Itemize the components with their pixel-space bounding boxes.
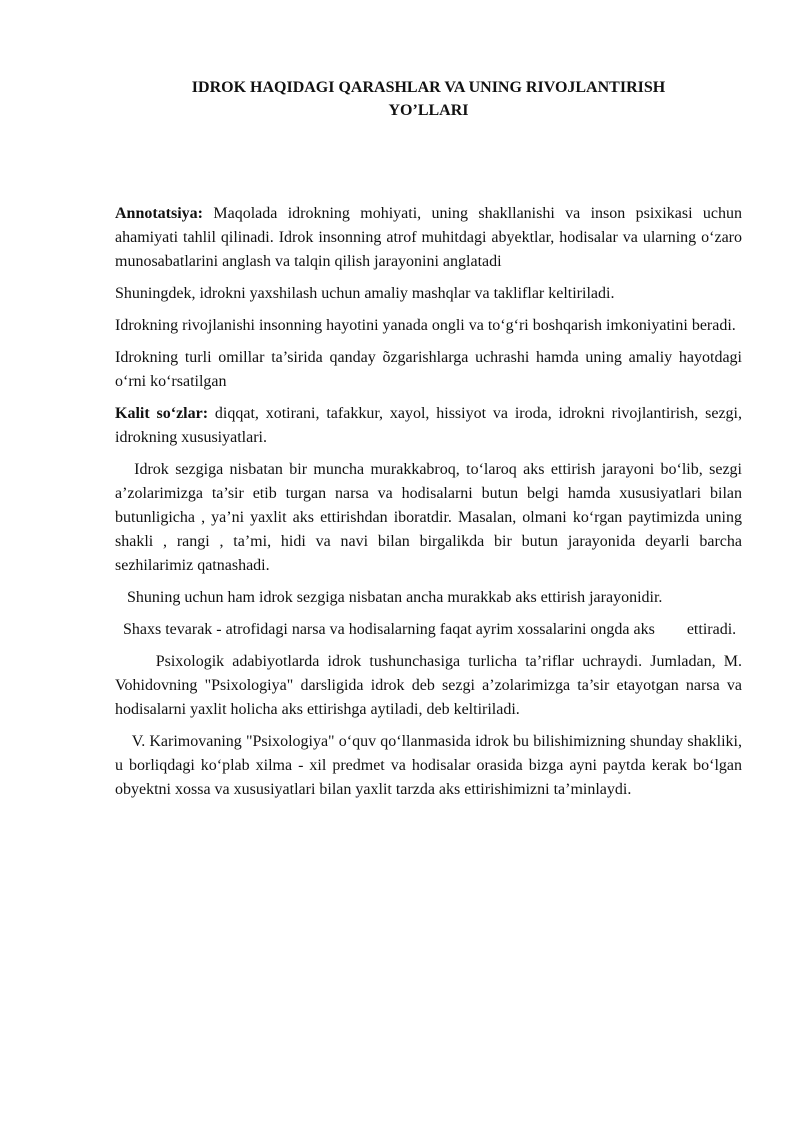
abstract-paragraph-2: Shuningdek, idrokni yaxshilash uchun amaliy mashqlar va takliflar keltiriladi. — [115, 285, 615, 302]
abstract-text: Maqolada idrokning mohiyati, uning shakllanishi va inson psixikasi uchun ahamiyati tahlil qilinadi. Idrok insonning atrof muhitdagi abyektlar, hodisalar va ularning o‘zaro munosabatlarini anglash va talqin qilish jarayonini anglatadi — [115, 205, 742, 270]
title-line-1: IDROK HAQIDAGI QARASHLAR VA UNING RIVOJLANTIRISH — [191, 79, 666, 96]
body-paragraph: V. Karimovaning "Psixologiya" o‘quv qo‘llanmasida idrok bu bilishimizning shunday shakliki, u borliqdagi ko‘plab xilma - xil predmet va hodisalar orasida bizga ayni paytda kerak bo‘lgan obyektni xossa va xususiyatlari bilan yaxlit tarzda aks ettirishimizni ta’minlaydi. — [115, 733, 742, 798]
body-paragraph: Shuning uchun ham idrok sezgiga nisbatan ancha murakkab aks ettirish jarayonidir. — [115, 589, 663, 606]
document-page — [115, 0, 742, 810]
body-paragraph: Psixologik adabiyotlarda idrok tushunchasiga turlicha ta’riflar uchraydi. Jumladan, M. Vohidovning "Psixologiya" darsligida idrok deb sezgi a’zolarimizga ta’sir etayotgan narsa va hodisalarni yaxlit holicha aks ettirishga aytiladi, deb keltiriladi. — [115, 653, 742, 718]
keywords-text: diqqat, xotirani, tafakkur, xayol, hissiyot va iroda, idrokni rivojlantirish, sezgi, idrokning xususiyatlari. — [115, 405, 742, 446]
keywords-label: Kalit so‘zlar: — [115, 405, 209, 422]
body-paragraph: Shaxs tevarak - atrofidagi narsa va hodisalarning faqat ayrim xossalarini ongda aks ettiradi. — [115, 621, 737, 638]
abstract-paragraph-4: Idrokning turli omillar ta’sirida qanday õzgarishlarga uchrashi hamda uning amaliy hayotdagi o‘rni ko‘rsatilgan — [115, 349, 742, 390]
title-line-2: YO’LLARI — [388, 102, 469, 119]
abstract-label: Annotatsiya: — [115, 205, 204, 222]
abstract-paragraph-3: Idrokning rivojlanishi insonning hayotini yanada ongli va to‘g‘ri boshqarish imkoniyatini beradi. — [115, 317, 736, 334]
article-body — [115, 202, 742, 802]
body-paragraph: Idrok sezgiga nisbatan bir muncha murakkabroq, to‘laroq aks ettirish jarayoni bo‘lib, sezgi a’zolarimizga ta’sir etib turgan narsa va hodisalarni butun belgi hamda xususiyatlari bilan butunligicha , ya’ni yaxlit aks ettirishdan iboratdir. Masalan, olmani ko‘rgan paytimizda uning shakli , rangi , ta’mi, hidi va navi bilan birgalikda bir butun jarayonida deyarli barcha sezhilarimiz qatnashadi. — [115, 461, 742, 574]
keywords-paragraph — [115, 402, 742, 450]
article-title — [115, 76, 742, 122]
abstract-paragraph — [115, 202, 742, 274]
